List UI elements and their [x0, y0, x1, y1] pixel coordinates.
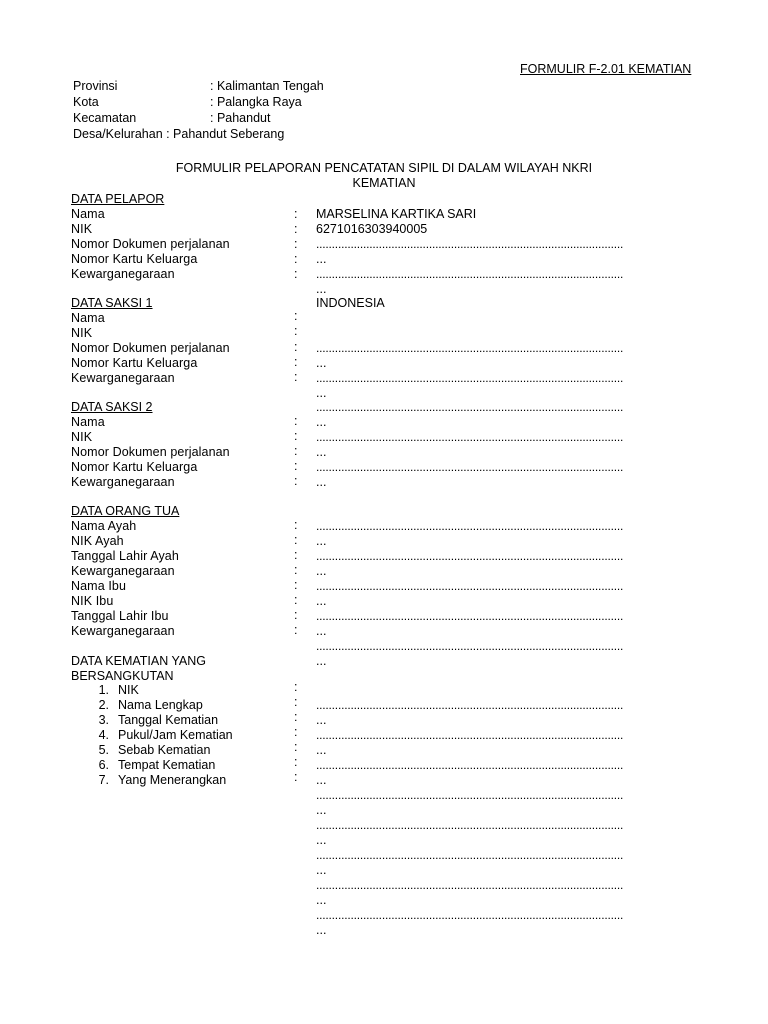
pelapor-label-dokumen: Nomor Dokumen perjalanan: [71, 237, 230, 251]
fill-line-short: ...: [316, 893, 327, 907]
fill-line-short: ...: [316, 624, 327, 638]
orangtua-label-nama-ibu: Nama Ibu: [71, 579, 126, 593]
colon: :: [294, 533, 298, 547]
saksi2-label-nik: NIK: [71, 430, 93, 444]
pelapor-label-kewarganegaraan: Kewarganegaraan: [71, 267, 175, 281]
colon: :: [294, 623, 298, 637]
orangtua-label-tgl-lahir-ayah: Tanggal Lahir Ayah: [71, 549, 179, 563]
fill-line-short: ...: [316, 743, 327, 757]
fill-line-short: ...: [316, 252, 327, 266]
colon: :: [294, 725, 298, 739]
colon: :: [294, 608, 298, 622]
colon: :: [294, 267, 298, 281]
fill-line-short: ...: [316, 356, 327, 370]
kematian-label-menerangkan: Yang Menerangkan: [118, 773, 227, 787]
fill-line-short: ...: [316, 773, 327, 787]
pelapor-value-nama: MARSELINA KARTIKA SARI: [316, 207, 477, 221]
fill-line: ..................................................................................................: [316, 430, 624, 444]
orangtua-label-tgl-lahir-ibu: Tanggal Lahir Ibu: [71, 609, 169, 623]
section-heading-saksi2: DATA SAKSI 2: [71, 400, 153, 414]
fill-line: ..................................................................................................: [316, 788, 624, 802]
colon: :: [294, 309, 298, 323]
fill-line-short: ...: [316, 803, 327, 817]
fill-line: ..................................................................................................: [316, 639, 624, 653]
colon: :: [294, 548, 298, 562]
header-label-kecamatan: Kecamatan: [73, 111, 137, 125]
saksi2-label-kewarganegaraan: Kewarganegaraan: [71, 475, 175, 489]
list-number: 6.: [98, 758, 109, 772]
fill-line-short: ...: [316, 282, 327, 296]
orangtua-label-nama-ayah: Nama Ayah: [71, 519, 137, 533]
fill-line: ..................................................................................................: [316, 267, 624, 281]
pelapor-label-kk: Nomor Kartu Keluarga: [71, 252, 198, 266]
form-subtitle: KEMATIAN: [352, 176, 416, 190]
colon: :: [294, 429, 298, 443]
fill-line: ..................................................................................................: [316, 460, 624, 474]
colon: :: [294, 252, 298, 266]
section-heading-orangtua: DATA ORANG TUA: [71, 504, 180, 518]
fill-line: ..................................................................................................: [316, 878, 624, 892]
fill-line-short: ...: [316, 475, 327, 489]
colon: :: [294, 680, 298, 694]
list-number: 2.: [98, 698, 109, 712]
saksi1-label-nik: NIK: [71, 326, 93, 340]
fill-line-short: ...: [316, 654, 327, 668]
fill-line: ..................................................................................................: [316, 908, 624, 922]
colon: :: [294, 459, 298, 473]
colon: :: [294, 324, 298, 338]
section-heading-pelapor: DATA PELAPOR: [71, 192, 165, 206]
kematian-label-nik: NIK: [118, 683, 139, 697]
orangtua-label-nik-ibu: NIK Ibu: [71, 594, 114, 608]
fill-line-short: ...: [316, 564, 327, 578]
pelapor-value-nik: 6271016303940005: [316, 222, 428, 236]
saksi1-label-nama: Nama: [71, 311, 105, 325]
kematian-label-sebab: Sebab Kematian: [118, 743, 211, 757]
saksi1-label-kewarganegaraan: Kewarganegaraan: [71, 371, 175, 385]
kematian-label-pukul: Pukul/Jam Kematian: [118, 728, 233, 742]
saksi2-label-nama: Nama: [71, 415, 105, 429]
saksi1-value-kewarganegaraan: INDONESIA: [316, 296, 385, 310]
colon: :: [294, 207, 298, 221]
fill-line: ..................................................................................................: [316, 848, 624, 862]
fill-line-short: ...: [316, 863, 327, 877]
fill-line-short: ...: [316, 445, 327, 459]
colon: :: [294, 237, 298, 251]
colon: :: [294, 755, 298, 769]
fill-line: ..................................................................................................: [316, 549, 624, 563]
saksi1-label-kk: Nomor Kartu Keluarga: [71, 356, 198, 370]
pelapor-label-nik: NIK: [71, 222, 93, 236]
orangtua-label-kewarganegaraan-ibu: Kewarganegaraan: [71, 624, 175, 638]
header-value-kota: : Palangka Raya: [210, 95, 302, 109]
list-number: 1.: [98, 683, 109, 697]
fill-line: ..................................................................................................: [316, 237, 624, 251]
orangtua-label-nik-ayah: NIK Ayah: [71, 534, 124, 548]
list-number: 7.: [98, 773, 109, 787]
colon: :: [294, 695, 298, 709]
fill-line-short: ...: [316, 833, 327, 847]
colon: :: [294, 444, 298, 458]
saksi2-label-dokumen: Nomor Dokumen perjalanan: [71, 445, 230, 459]
colon: :: [294, 414, 298, 428]
saksi2-label-kk: Nomor Kartu Keluarga: [71, 460, 198, 474]
fill-line-short: ...: [316, 386, 327, 400]
fill-line: ..................................................................................................: [316, 519, 624, 533]
fill-line: ..................................................................................................: [316, 579, 624, 593]
colon: :: [294, 593, 298, 607]
list-number: 5.: [98, 743, 109, 757]
header-label-kota: Kota: [73, 95, 99, 109]
fill-line: ..................................................................................................: [316, 400, 624, 414]
colon: :: [294, 578, 298, 592]
kematian-label-tanggal: Tanggal Kematian: [118, 713, 219, 727]
header-value-provinsi: : Kalimantan Tengah: [210, 79, 324, 93]
kematian-label-nama-lengkap: Nama Lengkap: [118, 698, 203, 712]
list-number: 4.: [98, 728, 109, 742]
fill-line-short: ...: [316, 713, 327, 727]
colon: :: [294, 518, 298, 532]
header-label-desa: Desa/Kelurahan : Pahandut Seberang: [73, 127, 285, 141]
orangtua-label-kewarganegaraan-ayah: Kewarganegaraan: [71, 564, 175, 578]
saksi1-label-dokumen: Nomor Dokumen perjalanan: [71, 341, 230, 355]
fill-line-short: ...: [316, 594, 327, 608]
header-value-kecamatan: : Pahandut: [210, 111, 271, 125]
colon: :: [294, 740, 298, 754]
form-title: FORMULIR PELAPORAN PENCATATAN SIPIL DI DALAM WILAYAH NKRI: [175, 161, 593, 175]
fill-line: ..................................................................................................: [316, 341, 624, 355]
fill-line: ..................................................................................................: [316, 728, 624, 742]
colon: :: [294, 770, 298, 784]
fill-line: ..................................................................................................: [316, 758, 624, 772]
fill-line: ..................................................................................................: [316, 371, 624, 385]
fill-line-short: ...: [316, 923, 327, 937]
section-heading-kematian-line1: DATA KEMATIAN YANG: [71, 654, 206, 668]
colon: :: [294, 710, 298, 724]
colon: :: [294, 474, 298, 488]
form-id: FORMULIR F-2.01 KEMATIAN: [520, 62, 692, 76]
fill-line: ..................................................................................................: [316, 609, 624, 623]
colon: :: [294, 563, 298, 577]
fill-line: ..................................................................................................: [316, 698, 624, 712]
list-number: 3.: [98, 713, 109, 727]
section-heading-kematian-line2: BERSANGKUTAN: [71, 669, 174, 683]
section-heading-saksi1: DATA SAKSI 1: [71, 296, 153, 310]
fill-line-short: ...: [316, 534, 327, 548]
colon: :: [294, 222, 298, 236]
colon: :: [294, 355, 298, 369]
header-label-provinsi: Provinsi: [73, 79, 118, 93]
colon: :: [294, 370, 298, 384]
fill-line: ..................................................................................................: [316, 818, 624, 832]
fill-line-short: ...: [316, 415, 327, 429]
pelapor-label-nama: Nama: [71, 207, 105, 221]
colon: :: [294, 340, 298, 354]
kematian-label-tempat: Tempat Kematian: [118, 758, 216, 772]
